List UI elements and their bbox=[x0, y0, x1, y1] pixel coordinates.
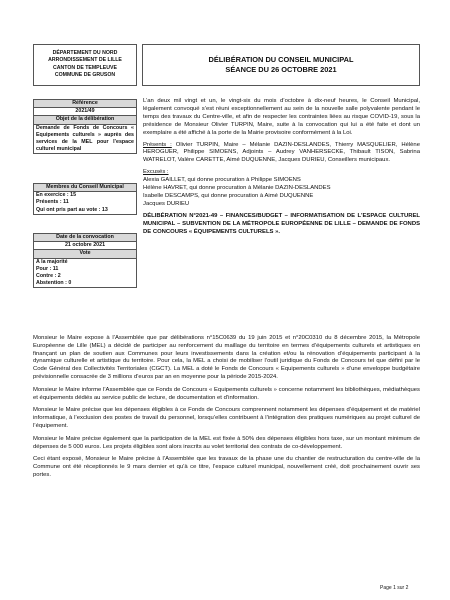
vote-label: Vote bbox=[34, 250, 136, 258]
excused-line-1: Alexia GAILLET, qui donne procuration à Philippe SIMOENS bbox=[143, 177, 301, 184]
object-text: Demande de Fonds de Concours « Equipements culturels » auprès des services de la MEL pour l’espace culturel municipal bbox=[36, 124, 134, 153]
commune-line: COMMUNE DE GRUSON bbox=[54, 71, 116, 78]
intro-paragraph: L’an deux mil vingt et un, le vingt-six du mois d’octobre à dix-neuf heures, le Conseil Municipal, légalement convoqué s’est réuni exceptionnellement au sein de la nouvelle salle polyvalente pendant le temps des travaux du Centre-ville, et afin de respecter les contraintes liées au risque COVID-19, sous la présidence de Monsieur Olivier TURPIN, Maire, suite à la convocation qui lui a été faite et dont un exemplaire a été affiché à la porte de la Mairie provisoire conformément à la Loi. bbox=[143, 98, 420, 136]
reference-box bbox=[33, 99, 137, 154]
members-voting: Qui ont pris part au vote : 13 bbox=[36, 206, 108, 213]
object-label: Objet de la délibération bbox=[34, 116, 136, 124]
page-number: Page 1 sur 2 bbox=[380, 585, 409, 591]
document-title: DÉLIBÉRATION DU CONSEIL MUNICIPAL bbox=[208, 55, 354, 64]
members-present: Présents : 11 bbox=[36, 199, 69, 206]
intro-section bbox=[143, 98, 420, 241]
convocation-box bbox=[33, 233, 137, 288]
deliberation-title: DÉLIBÉRATION N°2021-49 – FINANCES/BUDGET – INFORMATISATION DE L’ESPACE CULTUREL MUNICIPAL – SUBVENTION DE LA MÉTROPOLE EUROPÉENNE DE LILLE – DEMANDE DE FONDS DE CONCOURS « ÉQUIPEMENTS CULTURELS ». bbox=[143, 212, 420, 235]
present-label: Présents : bbox=[143, 141, 172, 148]
vote-for: Pour : 11 bbox=[36, 265, 59, 272]
present-list: Olivier TURPIN, Maire – Mélanie DAZIN-DESLANDES, Thierry MASQUELIER, Hélène HEROGUER, Philippe SIMOENS, Adjoints – Audrey VANHERSECKE, Thibault TISON, Sabrina WATRELOT, Valère CARETTE, Aimé DUQUENNE, Jacques DURIEU, Conseillers municipaux. bbox=[143, 141, 420, 164]
body-paragraph-5: Ceci étant exposé, Monsieur le Maire précise à l’Assemblée que les travaux de la phase une du chantier de restructuration du centre-ville de la Commune ont été réceptionnés le 9 mars dernier et qu’à ce titre, l’espace culturel municipal, nouvellement créé, doit prochainement ouvrir ses portes. bbox=[33, 456, 420, 478]
vote-against: Contre : 2 bbox=[36, 273, 61, 280]
vote-abstention: Abstention : 0 bbox=[36, 280, 72, 287]
canton-line: CANTON DE TEMPLEUVE bbox=[53, 64, 117, 71]
members-box bbox=[33, 183, 137, 215]
present-paragraph bbox=[143, 142, 420, 166]
body-paragraph-3: Monsieur le Maire précise que les dépenses éligibles à ce Fonds de Concours comprennent notamment les dépenses d’équipement et de matériel informatique, à l’exclusion des postes de travail du personnel, lorsqu’elles contribuent à l’intégration des pratiques numériques au projet culturel de l’équipement. bbox=[33, 407, 420, 429]
members-label: Membres du Conseil Municipal bbox=[34, 184, 136, 192]
vote-majority: A la majorité bbox=[36, 258, 68, 265]
commune-header-box bbox=[33, 44, 137, 86]
body-paragraph-1: Monsieur le Maire expose à l’Assemblée que par délibérations n°15C0639 du 19 juin 2015 et n°20C0310 du 8 décembre 2015, la Métropole Européenne de Lille (MEL) a décidé de participer au renforcement du maillage du territoire en termes d’équipements culturels et artistiques en finançant un plan de soutien aux Communes pour leurs investissements dans la création et/ou la rénovation d’équipements participant à la dynamique culturelle et artistique du territoire. Pour cela, la MEL a choisi de mobiliser l’outil juridique du Fonds de Concours tel que défini par le Code Général des Collectivités Territoriales (CGCT). La MEL a doté le Fonds de Concours « Equipements culturels » d’une enveloppe budgétaire prévisionnelle consacrée de 3 millions d’euros par an en moyenne pour la période 2015-2024. bbox=[33, 335, 420, 380]
convocation-date: 21 octobre 2021 bbox=[34, 242, 136, 250]
body-paragraph-2: Monsieur le Maire informe l’Assemblée que ce Fonds de Concours « Equipements culturels » concerne notamment les bibliothèques, médiathèques et équipements dédiés au service public de lecture, de documentation et d’information. bbox=[33, 386, 420, 401]
members-in-office: En exercice : 15 bbox=[36, 192, 77, 199]
body-paragraph-4: Monsieur le Maire précise également que la participation de la MEL est fixée à 50% des dépenses éligibles hors taxe, sur un montant minimum de dépenses de 5 000 euros. Les projets éligibles sont alors inscrits au volet territorial des contrats de co-développement. bbox=[33, 435, 420, 450]
arrondissement-line: ARRONDISSEMENT DE LILLE bbox=[48, 57, 122, 64]
excused-line-3: Isabelle DESCAMPS, qui donne procuration à Aimé DUQUENNE bbox=[143, 192, 314, 199]
body-section bbox=[33, 335, 420, 485]
reference-value: 2021/49 bbox=[34, 108, 136, 116]
document-title-box bbox=[142, 44, 420, 86]
excused-line-4: Jacques DURIEU bbox=[143, 200, 190, 207]
convocation-label: Date de la convocation bbox=[34, 234, 136, 242]
session-date: SÉANCE DU 26 OCTOBRE 2021 bbox=[225, 65, 337, 74]
excused-line-2: Hélène HAVRET, qui donne procuration à Mélanie DAZIN-DESLANDES bbox=[143, 185, 331, 192]
excused-block bbox=[143, 169, 420, 209]
reference-label: Référence bbox=[34, 100, 136, 108]
department-line: DÉPARTEMENT DU NORD bbox=[52, 50, 118, 56]
excused-label: Excusés : bbox=[143, 169, 169, 176]
